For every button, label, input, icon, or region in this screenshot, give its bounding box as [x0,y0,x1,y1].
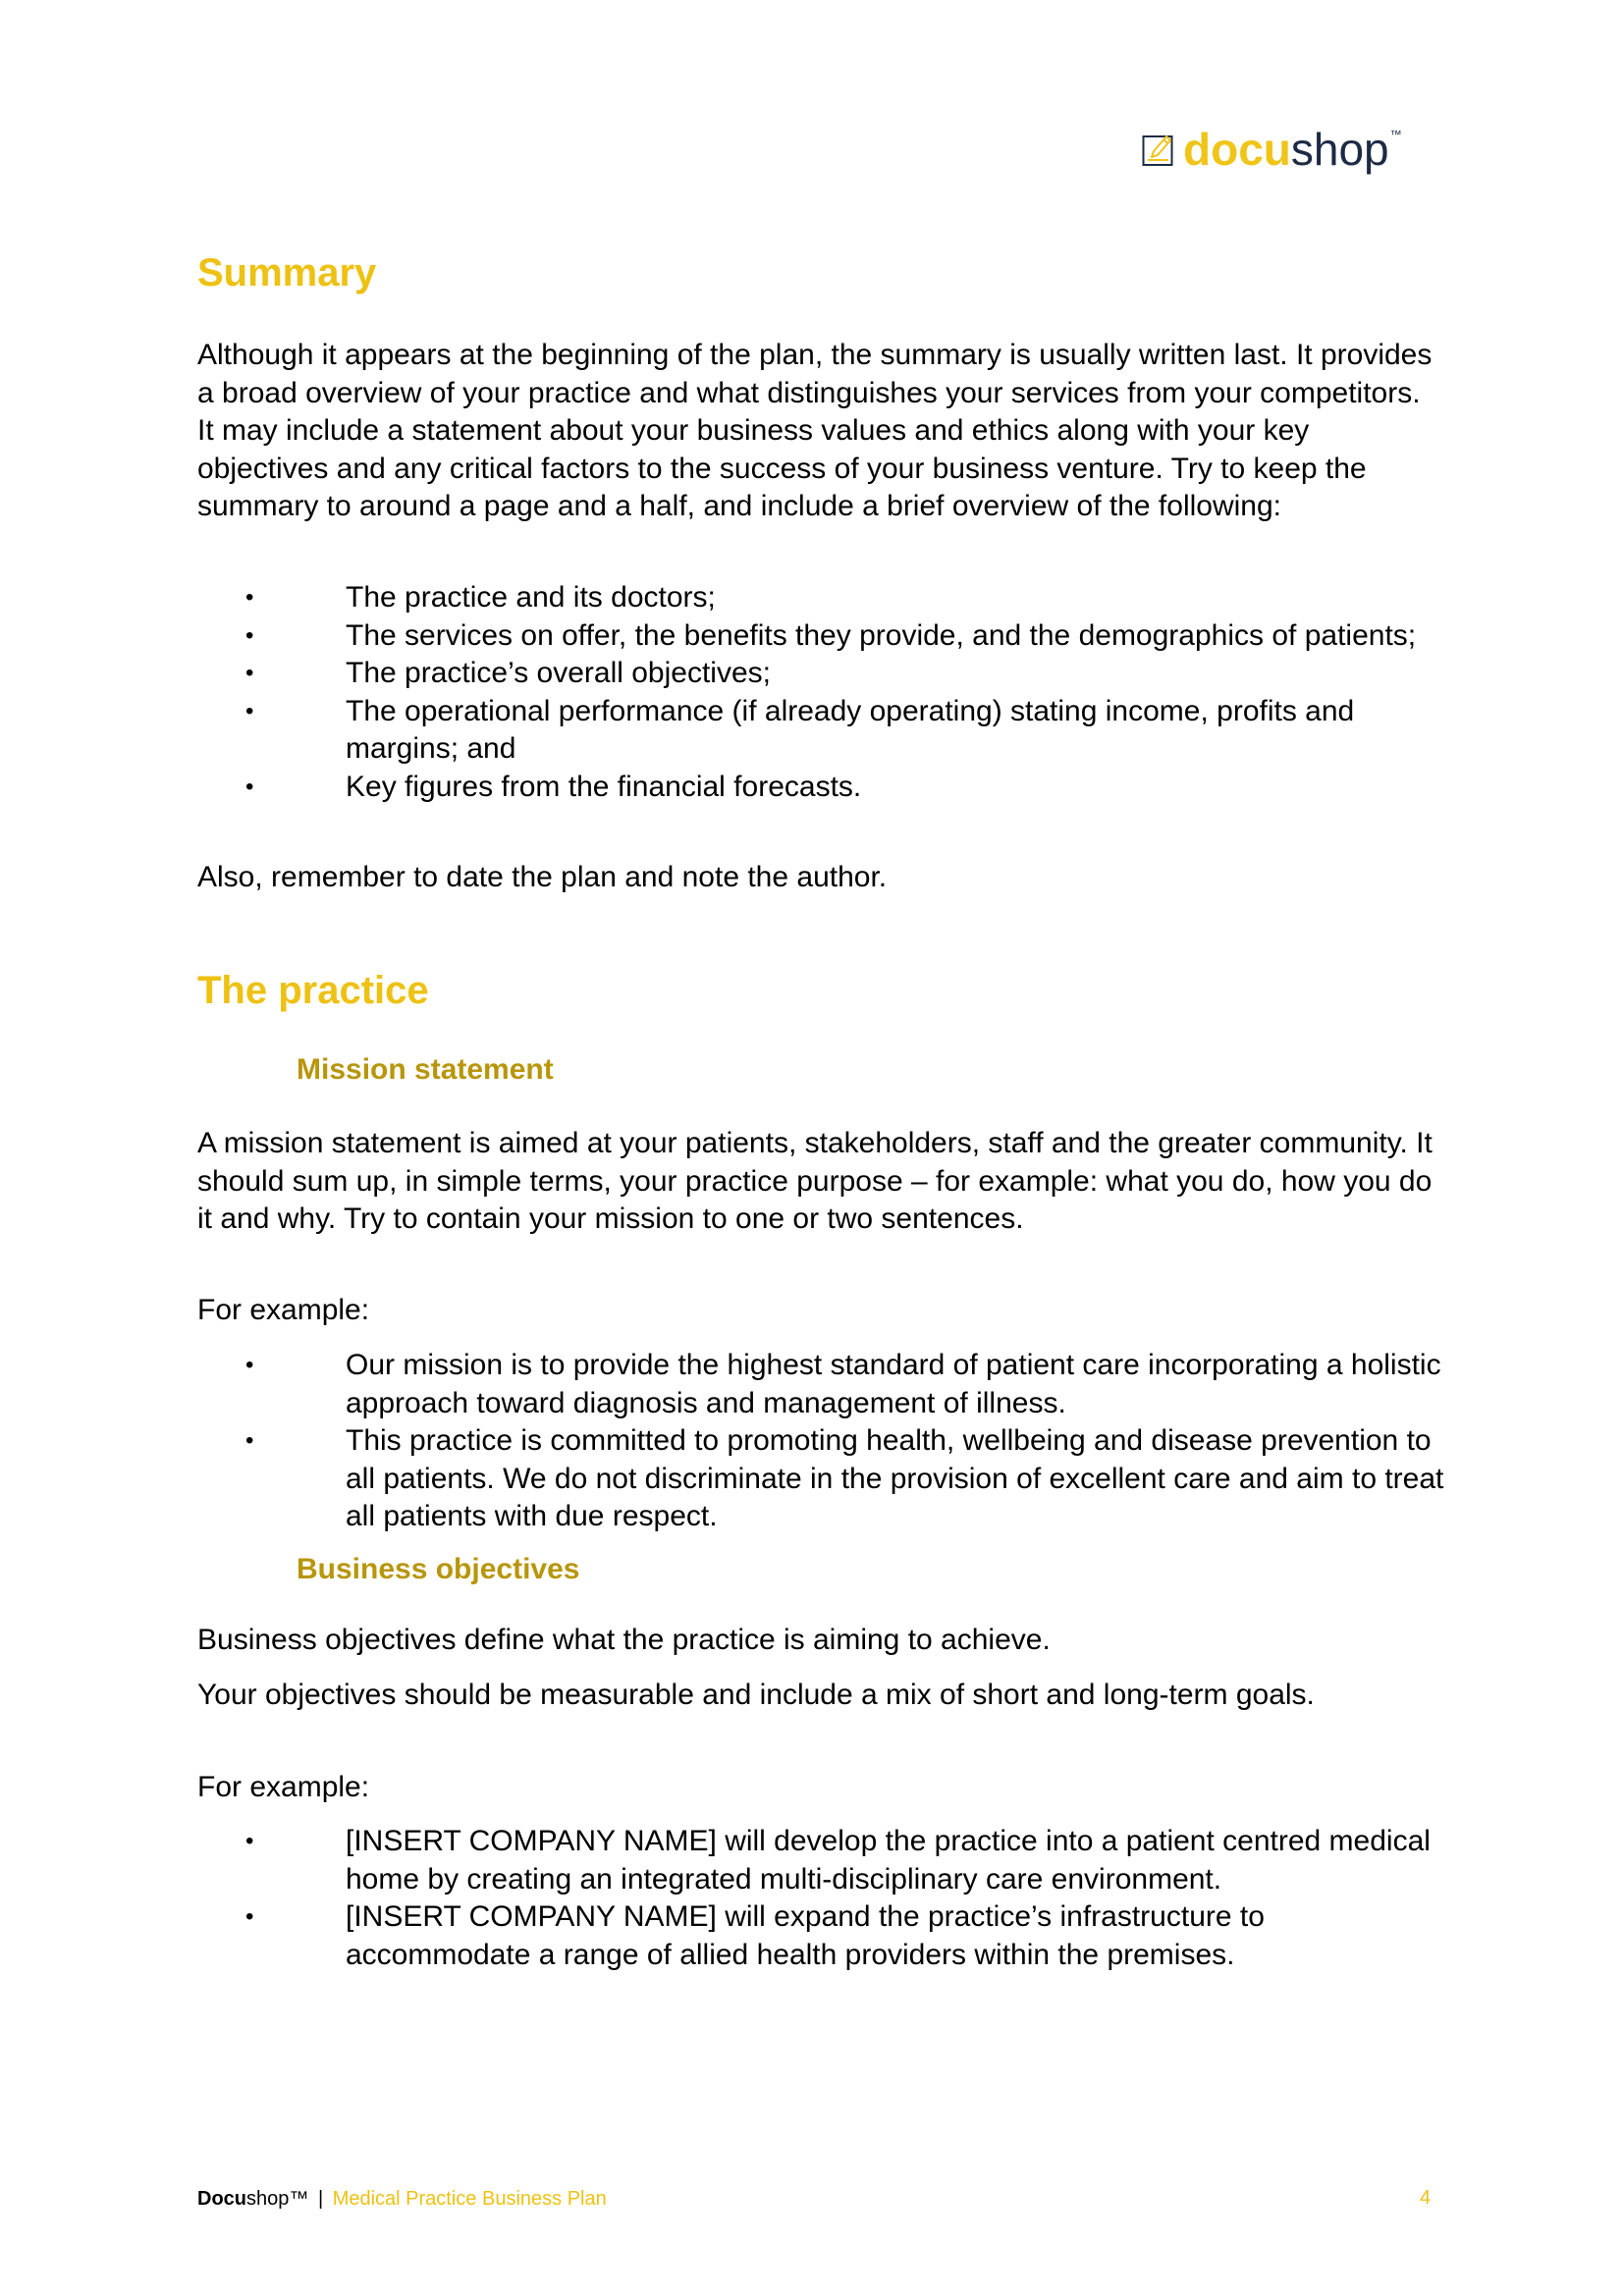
mission-example-label: For example: [197,1294,370,1326]
mission-intro: A mission statement is aimed at your patients, stakeholders, staff and the greater community. It should sum up, in simple terms, your practice purpose – for example: what you do, how you do it and why. Try to contain your mission to one or two sentences. [197,1127,1433,1235]
business-objectives-heading: Business objectives [297,1553,580,1585]
bullet-icon: • [245,1903,254,1930]
list-item-text: Our mission is to provide the highest standard of patient care incorporating a holistic approach toward diagnosis and management of illness. [346,1349,1441,1419]
objectives-bullet-list [197,1823,1454,1974]
list-item-text: [INSERT COMPANY NAME] will develop the practice into a patient centred medical home by creating an integrated multi-disciplinary care environment. [346,1825,1431,1896]
summary-closing: Also, remember to date the plan and note the author. [197,861,888,893]
footer-document-title: Medical Practice Business Plan [332,2188,607,2210]
practice-heading: The practice [197,969,429,1012]
logo-trademark: ™ [1389,128,1402,141]
mission-bullet-list [197,1347,1454,1536]
bullet-icon: • [245,1352,254,1378]
footer-separator: | [317,2188,324,2210]
objectives-example-label: For example: [197,1771,370,1803]
list-item-text: The services on offer, the benefits they provide, and the demographics of patients; [346,618,1417,652]
bullet-icon: • [245,1828,254,1854]
page-number: 4 [1420,2187,1432,2209]
bullet-icon: • [245,621,254,649]
list-item [197,579,1454,617]
summary-bullet-list [197,579,1454,806]
list-item-text: This practice is committed to promoting health, wellbeing and disease prevention to all patients. We do not discriminate in the provision of excellent care and aim to treat all patients with due respect. [346,1424,1444,1532]
objectives-detail: Your objectives should be measurable and include a mix of short and long-term goals. [197,1679,1315,1711]
objectives-intro: Business objectives define what the practice is aiming to achieve. [197,1624,1051,1656]
bullet-icon: • [245,697,254,724]
list-item [197,1347,1454,1422]
list-item-text: The operational performance (if already operating) stating income, profits and margins; and [346,694,1355,765]
bullet-icon: • [245,773,254,800]
list-item [197,617,1454,656]
bullet-icon: • [245,1427,254,1454]
summary-heading: Summary [197,251,377,294]
list-item-text: The practice and its doctors; [346,581,716,614]
bullet-icon: • [245,584,254,611]
footer-brand-docu: Docu [197,2188,246,2210]
list-item [197,1898,1454,1974]
page-footer [197,2187,607,2211]
logo-wordmark [1183,124,1402,175]
list-item-text: Key figures from the financial forecasts. [346,770,862,803]
list-item [197,1823,1454,1898]
logo-docu: docu [1183,124,1291,175]
footer-brand-shop: shop™ [246,2188,309,2210]
mission-statement-heading: Mission statement [297,1053,554,1086]
list-item [197,769,1454,807]
list-item [197,655,1454,693]
list-item-text: The practice’s overall objectives; [346,657,771,689]
pencil-square-icon [1142,132,1177,167]
bullet-icon: • [245,660,254,686]
summary-intro: Although it appears at the beginning of the plan, the summary is usually written last. It provides a broad overview of your practice and what distinguishes your services from your competitors. It may include a statement about your business values and ethics along with your key objectives and any critical factors to the success of your business venture. Try to keep the summary to around a page and a half, and include a brief overview of the following: [197,339,1433,522]
logo-shop: shop [1290,124,1389,175]
list-item [197,1422,1454,1536]
list-item [197,693,1454,769]
list-item-text: [INSERT COMPANY NAME] will expand the practice’s infrastructure to accommodate a range of allied health providers within the premises. [346,1900,1265,1971]
docushop-logo [1142,120,1402,179]
